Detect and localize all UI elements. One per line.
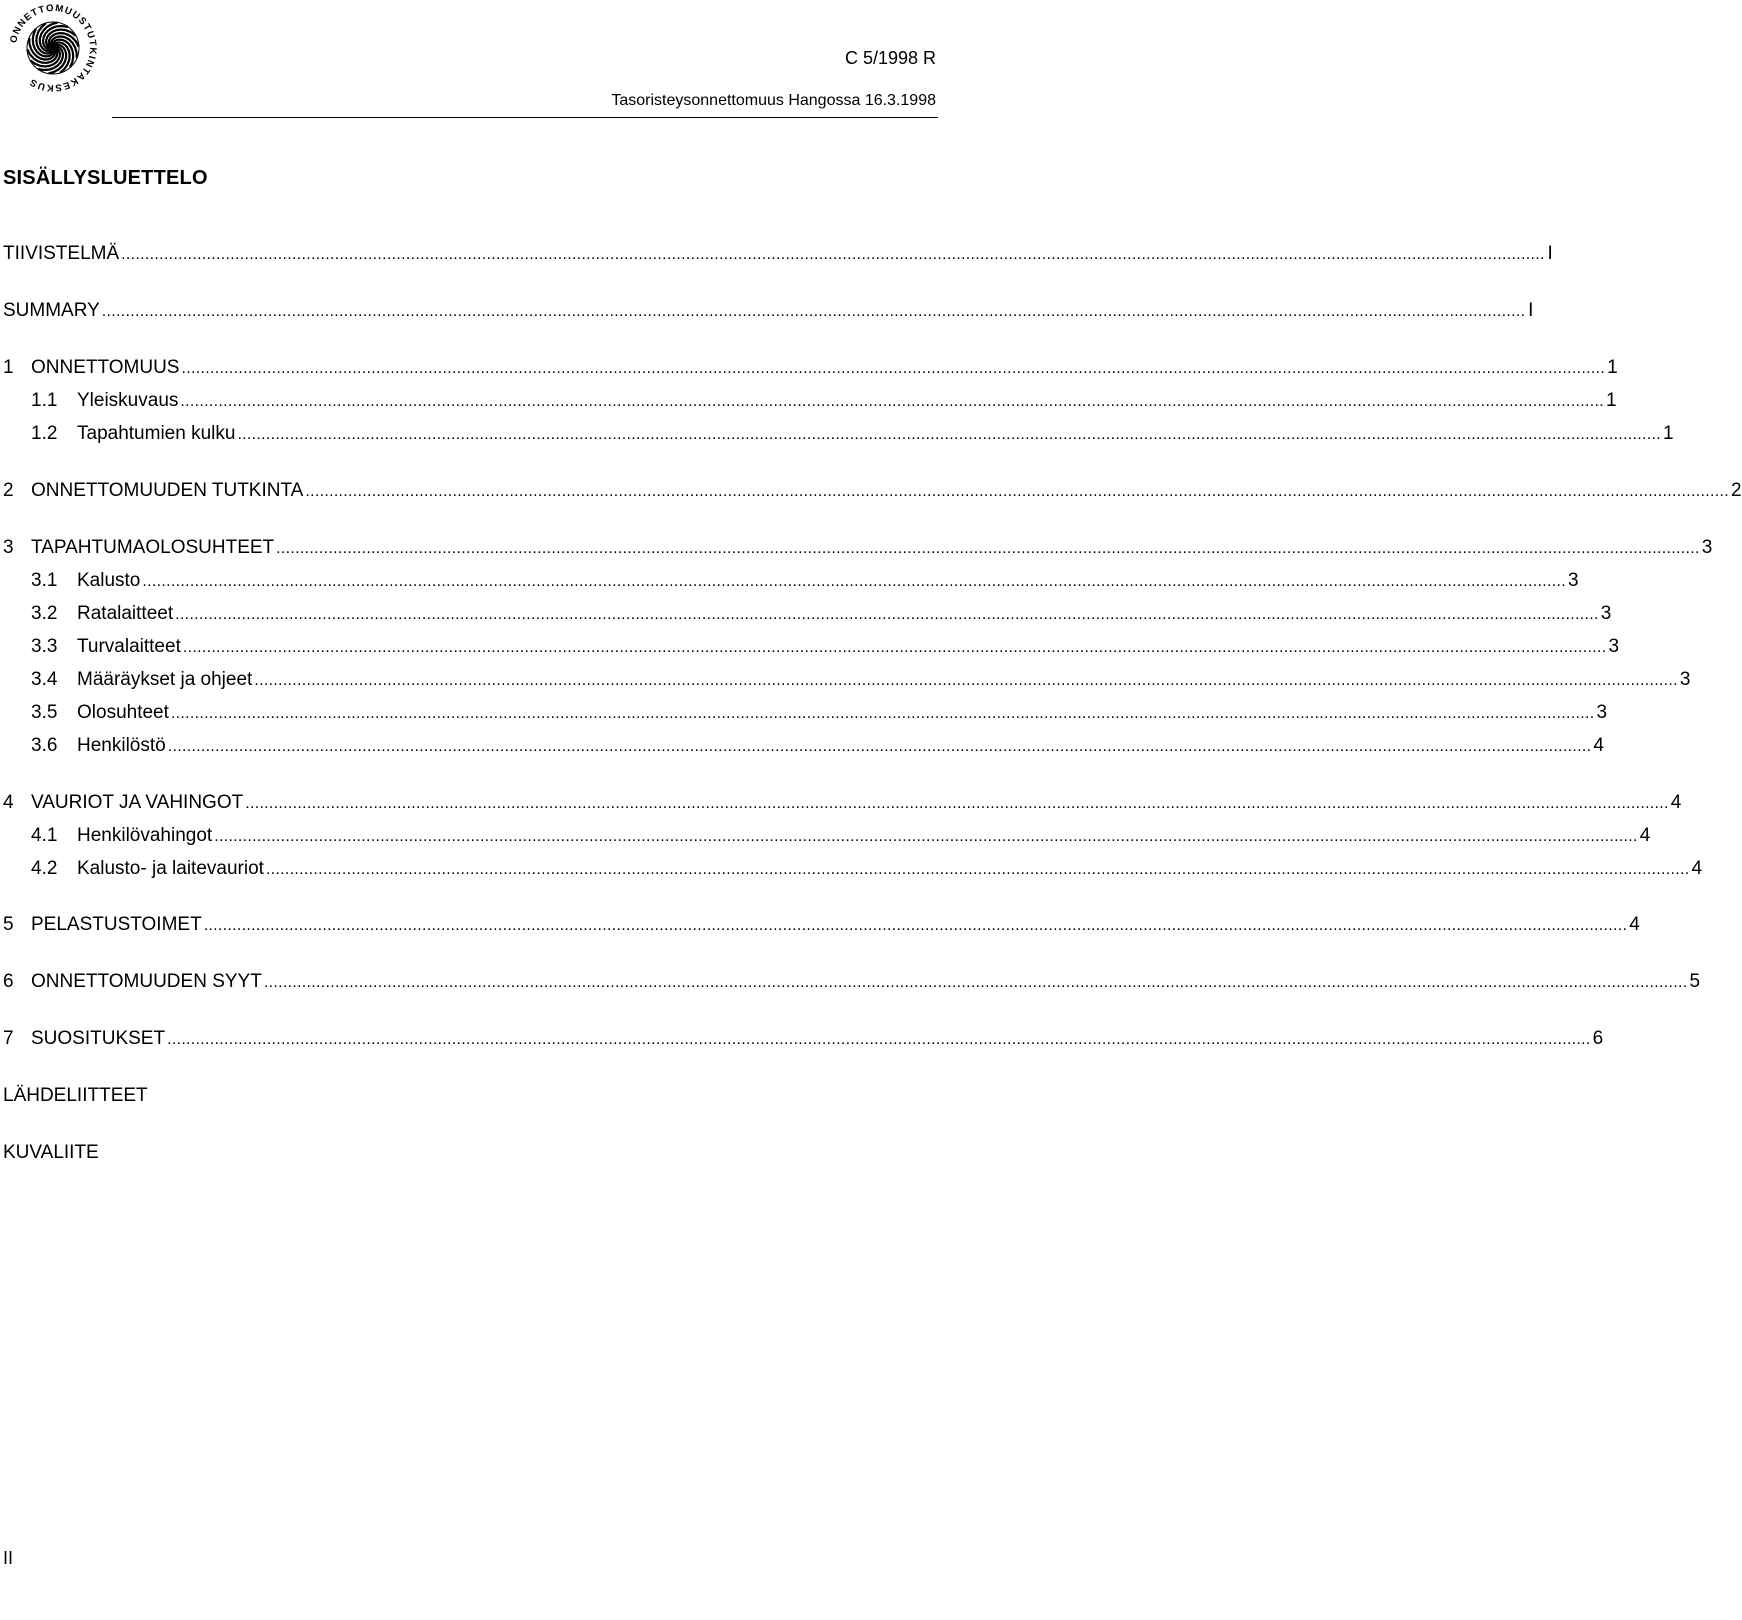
toc-dot-leader: ............................................................................................................................................................................................................................................................................................................ bbox=[276, 540, 1700, 557]
toc-entry bbox=[3, 792, 1682, 815]
toc-entry bbox=[3, 914, 1640, 937]
toc-dot-leader: ............................................................................................................................................................................................................................................................................................................ bbox=[305, 483, 1729, 500]
toc-entry-title: ONNETTOMUUDEN TUTKINTA bbox=[31, 480, 304, 501]
toc-entry bbox=[3, 357, 1618, 380]
toc-entry-page: 1 bbox=[1607, 357, 1618, 378]
document-subtitle: Tasoristeysonnettomuus Hangossa 16.3.1998 bbox=[611, 92, 936, 109]
toc-entry-title: Tapahtumien kulku bbox=[77, 423, 236, 444]
toc-dot-leader: ............................................................................................................................................................................................................................................................................................................ bbox=[237, 426, 1662, 443]
toc-entry-number: 4.1 bbox=[31, 825, 58, 846]
toc-entry-page: 3 bbox=[1600, 603, 1612, 624]
toc-entry-page: 1 bbox=[1605, 390, 1617, 411]
toc-dot-leader: ............................................................................................................................................................................................................................................................................................................ bbox=[121, 246, 1545, 263]
logo-lettering: ONNETTOMUUSTUTKINTAKESKUS bbox=[8, 2, 99, 94]
toc-entry-number: 1 bbox=[3, 357, 14, 378]
toc-entry-title: KUVALIITE bbox=[3, 1142, 99, 1163]
toc-entry-title: SUMMARY bbox=[3, 300, 100, 321]
toc-entry bbox=[3, 1085, 929, 1107]
toc-entry-number: 7 bbox=[3, 1028, 14, 1049]
toc-entry bbox=[3, 735, 1604, 758]
toc-entry-page: 4 bbox=[1670, 792, 1682, 813]
toc-entry-page: 3 bbox=[1701, 537, 1713, 558]
toc-entry-number: 3.3 bbox=[31, 636, 58, 657]
toc-entry-number: 2 bbox=[3, 480, 14, 501]
toc-entry-title: Turvalaitteet bbox=[77, 636, 181, 657]
toc-dot-leader: ............................................................................................................................................................................................................................................................................................................ bbox=[265, 861, 1690, 878]
toc-entry-title: TIIVISTELMÄ bbox=[3, 243, 120, 264]
toc-entry-number: 6 bbox=[3, 971, 14, 992]
toc-entry bbox=[3, 570, 1579, 593]
toc-entry-number: 4 bbox=[3, 792, 14, 813]
toc-entry-page: 6 bbox=[1592, 1028, 1604, 1049]
toc-entry bbox=[3, 603, 1612, 626]
toc-dot-leader: ............................................................................................................................................................................................................................................................................................................ bbox=[181, 360, 1606, 377]
toc-dot-leader: ............................................................................................................................................................................................................................................................................................................ bbox=[167, 738, 1592, 755]
toc-entry bbox=[3, 423, 1674, 446]
toc-heading: SISÄLLYSLUETTELO bbox=[3, 167, 208, 189]
toc-entry-title: Henkilöstö bbox=[77, 735, 166, 756]
toc-dot-leader: ............................................................................................................................................................................................................................................................................................................ bbox=[203, 917, 1628, 934]
toc-entry bbox=[3, 300, 1534, 323]
toc-entry-page: I bbox=[1547, 243, 1553, 264]
toc-entry-title: LÄHDELIITTEET bbox=[3, 1085, 148, 1106]
toc-entry-page: 3 bbox=[1596, 702, 1608, 723]
toc-dot-leader: ............................................................................................................................................................................................................................................................................................................ bbox=[175, 606, 1599, 623]
toc-entry-page: 4 bbox=[1629, 914, 1640, 935]
toc-entry-title: Yleiskuvaus bbox=[77, 390, 179, 411]
toc-entry bbox=[3, 669, 1691, 692]
toc-entry bbox=[3, 636, 1620, 659]
toc-entry bbox=[3, 390, 1617, 413]
toc-entry-page: 5 bbox=[1689, 971, 1701, 992]
toc-dot-leader: ............................................................................................................................................................................................................................................................................................................ bbox=[254, 672, 1678, 689]
toc-entry-page: 4 bbox=[1639, 825, 1651, 846]
document-code: C 5/1998 R bbox=[844, 48, 936, 68]
toc-entry bbox=[3, 971, 1701, 994]
toc-entry-title: TAPAHTUMAOLOSUHTEET bbox=[31, 537, 275, 558]
toc-entry-title: ONNETTOMUUS bbox=[31, 357, 180, 378]
toc-dot-leader: ............................................................................................................................................................................................................................................................................................................ bbox=[180, 393, 1604, 410]
header-rule bbox=[112, 117, 938, 118]
toc-entry-number: 3 bbox=[3, 537, 14, 558]
toc-entry-number: 3.6 bbox=[31, 735, 58, 756]
toc-dot-leader: ............................................................................................................................................................................................................................................................................................................ bbox=[142, 573, 1566, 590]
toc-entry-page: 3 bbox=[1679, 669, 1691, 690]
toc-entry-page: 1 bbox=[1663, 423, 1674, 444]
toc-entry-title: Ratalaitteet bbox=[77, 603, 174, 624]
toc-entry-title: Kalusto- ja laitevauriot bbox=[77, 858, 264, 879]
toc-dot-leader: ............................................................................................................................................................................................................................................................................................................ bbox=[170, 705, 1595, 722]
toc-entry-page: 3 bbox=[1567, 570, 1579, 591]
toc-entry-title: VAURIOT JA VAHINGOT bbox=[31, 792, 244, 813]
toc-entry-title: PELASTUSTOIMET bbox=[31, 914, 202, 935]
toc-dot-leader: ............................................................................................................................................................................................................................................................................................................ bbox=[245, 795, 1669, 812]
toc-entry-page: 4 bbox=[1691, 858, 1703, 879]
toc-entry-title: ONNETTOMUUDEN SYYT bbox=[31, 971, 262, 992]
toc-entry bbox=[3, 480, 1742, 503]
toc-entry bbox=[3, 825, 1651, 848]
toc-entry bbox=[3, 1028, 1604, 1051]
toc-dot-leader: ............................................................................................................................................................................................................................................................................................................ bbox=[182, 639, 1607, 656]
toc-dot-leader: ............................................................................................................................................................................................................................................................................................................ bbox=[214, 828, 1638, 845]
toc-entry bbox=[3, 243, 1553, 266]
toc-entry-page: 4 bbox=[1593, 735, 1604, 756]
toc-entry bbox=[3, 858, 1703, 881]
toc-dot-leader: ............................................................................................................................................................................................................................................................................................................ bbox=[101, 303, 1526, 320]
toc-entry-title: Olosuhteet bbox=[77, 702, 169, 723]
toc-entry-title: SUOSITUKSET bbox=[31, 1028, 166, 1049]
toc-entry-page: 2 bbox=[1730, 480, 1742, 501]
toc-entry-title: Henkilövahingot bbox=[77, 825, 213, 846]
toc-entry-title: Kalusto bbox=[77, 570, 141, 591]
toc-dot-leader: ............................................................................................................................................................................................................................................................................................................ bbox=[167, 1031, 1591, 1048]
logo-spiral-emblem bbox=[27, 22, 79, 74]
toc-dot-leader: ............................................................................................................................................................................................................................................................................................................ bbox=[263, 974, 1688, 991]
page-number: II bbox=[3, 1548, 14, 1568]
toc-entry-number: 1.1 bbox=[31, 390, 58, 411]
toc-entry-number: 5 bbox=[3, 914, 14, 935]
toc-entry-number: 3.2 bbox=[31, 603, 58, 624]
toc-entry-number: 1.2 bbox=[31, 423, 58, 444]
onnettomuustutkintakeskus-logo bbox=[3, 2, 103, 94]
toc-entry bbox=[3, 537, 1713, 560]
toc-entry-page: I bbox=[1528, 300, 1534, 321]
toc-entry-title: Määräykset ja ohjeet bbox=[77, 669, 253, 690]
toc-entry-number: 3.1 bbox=[31, 570, 58, 591]
toc-entry-number: 4.2 bbox=[31, 858, 58, 879]
toc-entry bbox=[3, 702, 1608, 725]
toc-entry-page: 3 bbox=[1608, 636, 1620, 657]
toc-entry-number: 3.4 bbox=[31, 669, 58, 690]
toc-entry-number: 3.5 bbox=[31, 702, 58, 723]
toc-entry bbox=[3, 1142, 929, 1164]
